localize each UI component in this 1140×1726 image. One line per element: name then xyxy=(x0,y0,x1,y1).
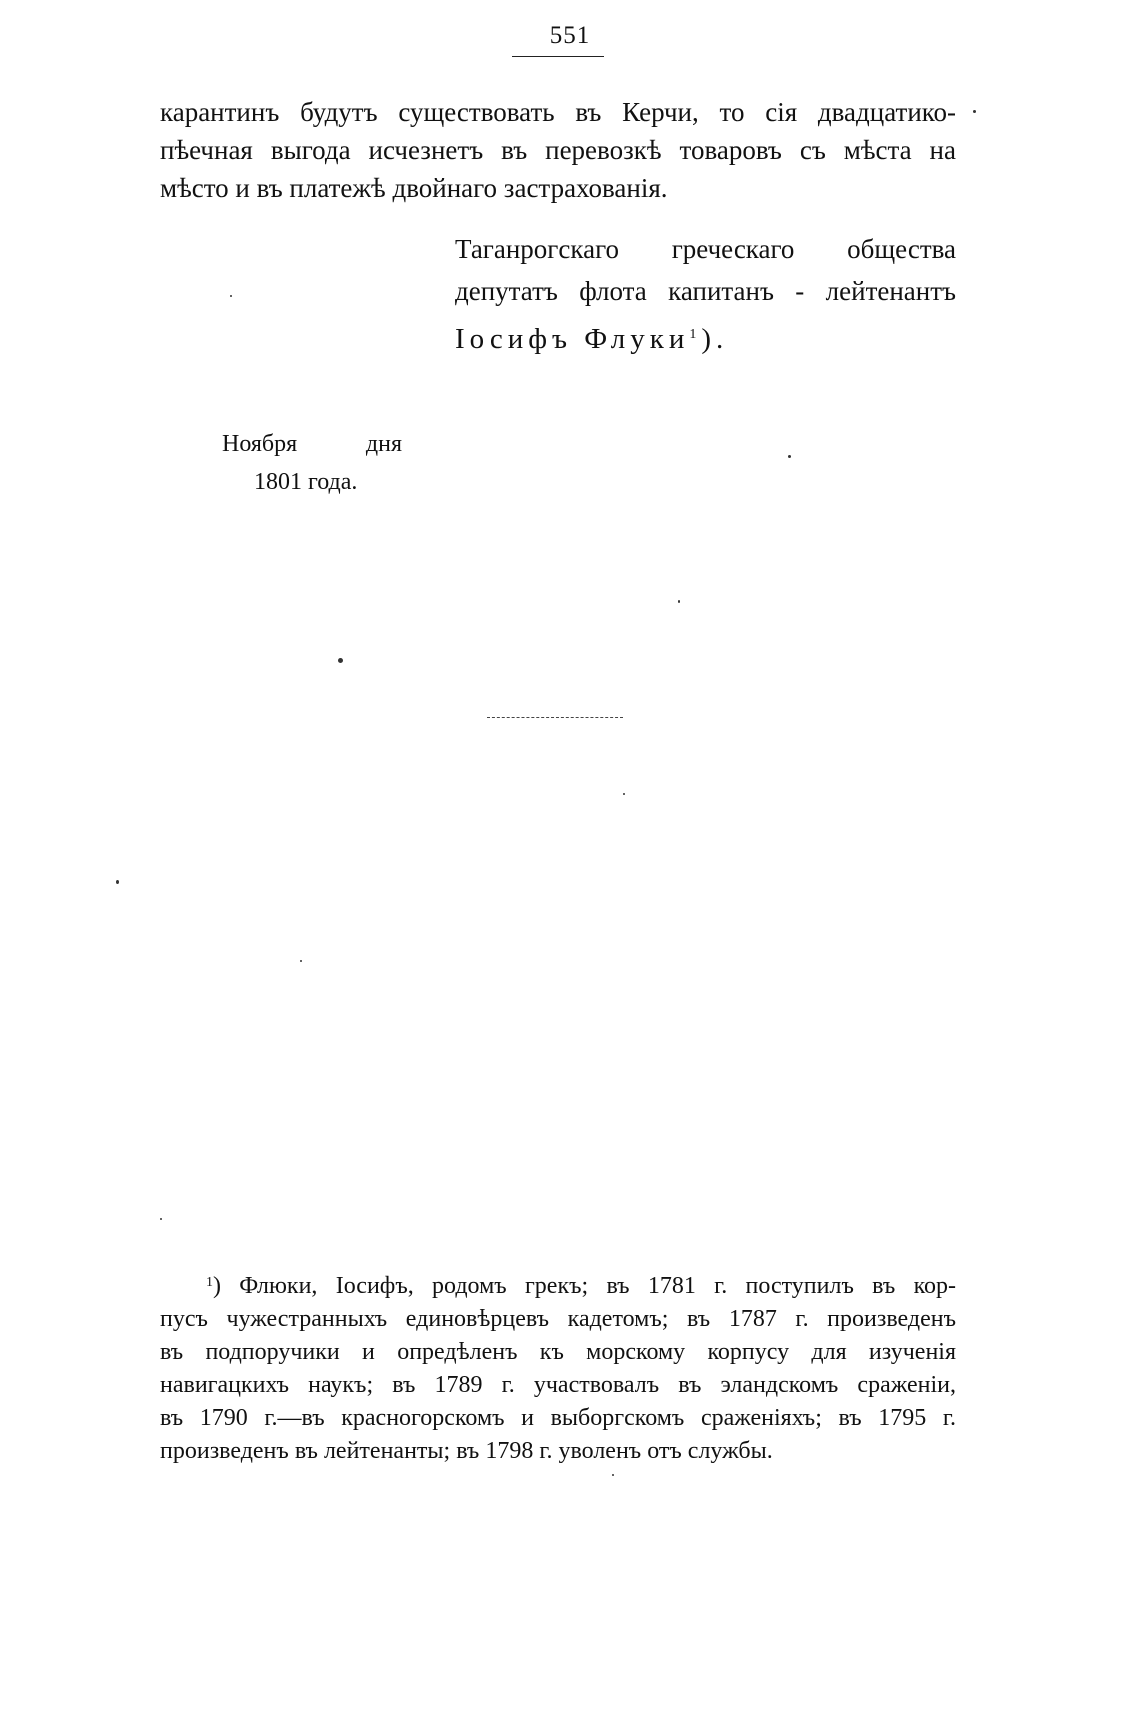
footnote-line: навигацкихъ наукъ; въ 1789 г. участвовалъ въ эландскомъ сраженіи, xyxy=(160,1372,956,1398)
date-day-word: дня xyxy=(365,431,402,457)
date-month: Ноября xyxy=(222,431,298,457)
scan-speck xyxy=(338,658,343,663)
date-block xyxy=(222,425,402,501)
scan-speck xyxy=(160,1218,162,1220)
scan-speck xyxy=(788,455,791,458)
footnote-line: въ 1790 г.—въ красногорскомъ и выборгскомъ сраженіяхъ; въ 1795 г. xyxy=(160,1405,956,1431)
date-month-row xyxy=(222,425,402,463)
footnote-reference: 1 xyxy=(689,327,702,342)
scan-speck xyxy=(612,1474,614,1476)
scan-speck xyxy=(678,600,680,603)
date-year: 1801 года. xyxy=(254,469,358,495)
scan-speck xyxy=(973,110,976,113)
signature-line: депутатъ флота капитанъ - лейтенантъ xyxy=(455,276,956,306)
footnote-line: произведенъ въ лейтенанты; въ 1798 г. уволенъ отъ службы. xyxy=(160,1438,773,1464)
body-line: карантинъ будутъ существовать въ Керчи, то сія двадцатико- xyxy=(160,97,956,127)
footnote-line: пусъ чужестранныхъ единовѣрцевъ кадетомъ; въ 1787 г. произведенъ xyxy=(160,1306,956,1332)
signature-name xyxy=(455,318,956,360)
scan-speck xyxy=(230,295,232,297)
footnote-line: въ подпоручики и опредѣленъ къ морскому корпусу для изученія xyxy=(160,1339,956,1365)
footnote xyxy=(160,1270,956,1468)
footnote-lead-text: ) Флюки, Іосифъ, родомъ грекъ; въ 1781 г. поступилъ въ кор- xyxy=(213,1273,956,1299)
scan-speck xyxy=(300,960,302,962)
body-line: мѣсто и въ платежѣ двойнаго застрахованія. xyxy=(160,173,668,203)
body-line: пѣечная выгода исчезнетъ въ перевозкѣ товаровъ съ мѣста на xyxy=(160,135,956,165)
page-number: 551 xyxy=(549,22,591,49)
scan-speck xyxy=(116,880,119,884)
signature-name-tail: ). xyxy=(701,323,729,355)
signatory-name: Іосифъ Флуки xyxy=(455,323,690,355)
signature-line: Таганрогскаго греческаго общества xyxy=(455,234,956,264)
scan-speck xyxy=(623,793,625,795)
footnote-marker: 1 xyxy=(206,1275,213,1290)
section-divider xyxy=(487,717,623,718)
footnote-first-line xyxy=(160,1270,956,1303)
signature-block xyxy=(455,228,956,360)
body-paragraph xyxy=(160,93,956,207)
page-number-underline xyxy=(512,56,604,57)
